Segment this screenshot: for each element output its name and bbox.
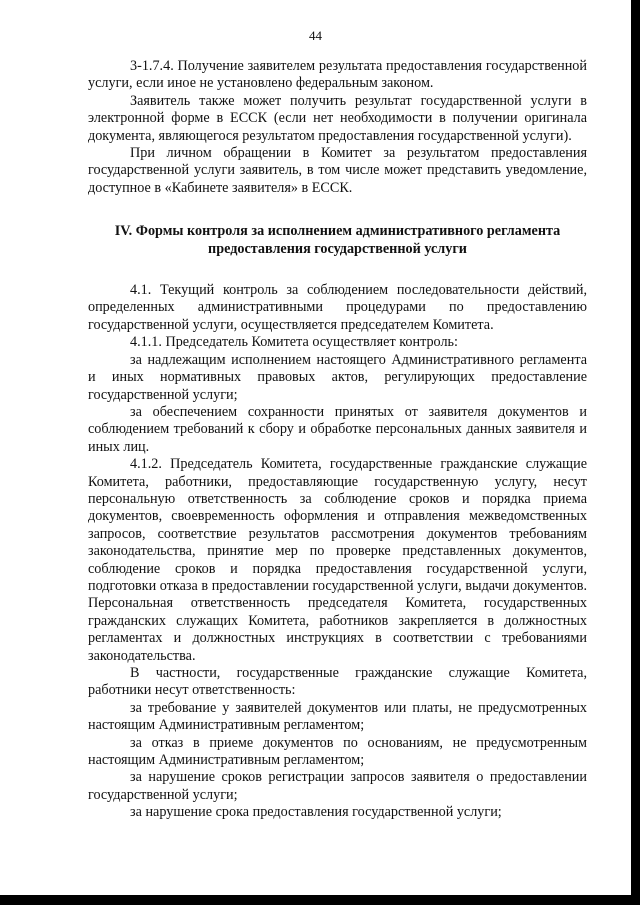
paragraph: за надлежащим исполнением настоящего Административного регламента и иных нормативных правовых актов, регулирующих предоставление государственной услуги; [88, 351, 587, 403]
paragraph: за отказ в приеме документов по основаниям, не предусмотренным настоящим Административным регламентом; [88, 734, 587, 769]
section-heading: IV. Формы контроля за исполнением административного регламента предоставления государственной услуги [114, 223, 561, 257]
paragraph: за требование у заявителей документов или платы, не предусмотренных настоящим Административным регламентом; [88, 699, 587, 734]
paragraph: При личном обращении в Комитет за результатом предоставления государственной услуги заявитель, в том числе может представить уведомление, доступное в «Кабинете заявителя» в ЕССК. [88, 145, 587, 196]
paragraph: за обеспечением сохранности принятых от заявителя документов и соблюдением требований к сбору и обработке персональных данных заявителя и иных лиц. [88, 403, 587, 455]
paragraph: 3-1.7.4. Получение заявителем результата предоставления государственной услуги, если иное не установлено федеральным законом. [88, 58, 587, 92]
scan-border-right [631, 0, 640, 905]
document-body [88, 58, 587, 822]
paragraph: за нарушение срока предоставления государственной услуги; [130, 804, 502, 821]
paragraph: 4.1. Текущий контроль за соблюдением последовательности действий, определенных административными процедурами по предоставлению государственной услуги, осуществляется председателем Комитета. [88, 282, 587, 333]
page-number: 44 [309, 28, 322, 43]
scan-border-bottom [0, 895, 640, 905]
paragraph: 4.1.2. Председатель Комитета, государственные гражданские служащие Комитета, работники, предоставляющие государственную услугу, несут персональную ответственность за соблюдение сроков и порядка приема документов, своевременность оформления и отправления межведомственных запросов, соответствие результатов рассмотрения документов требованиям законодательства, принятие мер по проверке представленных документов, соблюдение сроков и порядка предоставления государственной услуги, подготовки отказа в предоставлении государственной услуги, выдачи документов. Персональная ответственность председателя Комитета, государственных гражданских служащих Комитета, работников закрепляется в должностных регламентах и должностных инструкциях в соответствии с требованиями законодательства. [88, 456, 587, 664]
paragraph: 4.1.1. Председатель Комитета осуществляет контроль: [130, 334, 458, 351]
paragraph: В частности, государственные гражданские служащие Комитета, работники несут ответственность: [88, 665, 587, 699]
paragraph: за нарушение сроков регистрации запросов заявителя о предоставлении государственной услуги; [88, 769, 587, 803]
paragraph: Заявитель также может получить результат государственной услуги в электронной форме в ЕССК (если нет необходимости в получении оригинала документа, являющегося результатом предоставления государственной услуги). [88, 92, 587, 144]
